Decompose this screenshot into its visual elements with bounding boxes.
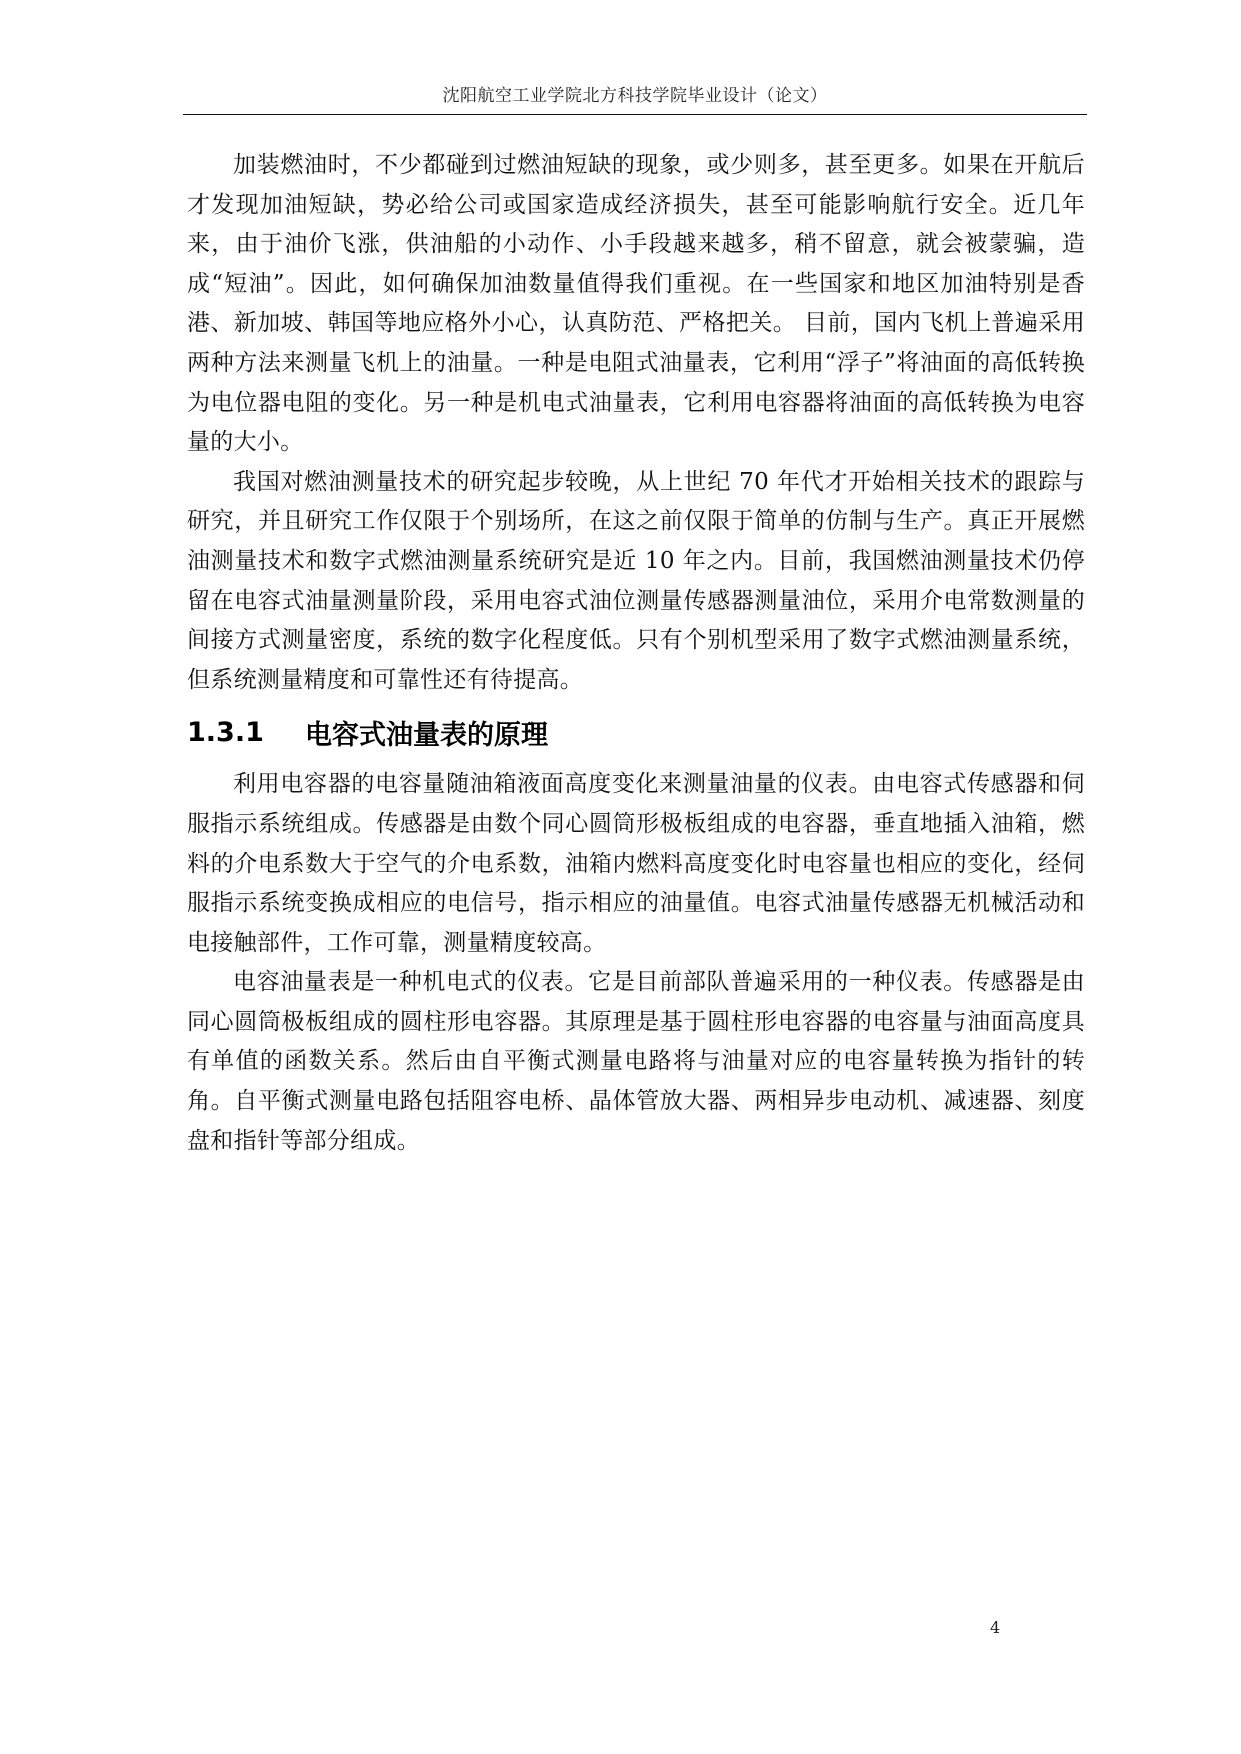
running-header: 沈阳航空工业学院北方科技学院毕业设计（论文） <box>442 86 828 106</box>
section-heading <box>187 703 1085 761</box>
paragraph-fuel-shortage: 加装燃油时，不少都碰到过燃油短缺的现象，或少则多，甚至更多。如果在开航后才发现加油短缺，势必给公司或国家造成经济损失，甚至可能影响航行安全。近几年来，由于油价飞涨，供油船的小动作、小手段越来越多，稍不留意，就会被蒙骗，造成“短油”。因此，如何确保加油数量值得我们重视。在一些国家和地区加油特别是香港、新加坡、韩国等地应格外小心，认真防范、严格把关。 目前，国内飞机上普遍采用两种方法来测量飞机上的油量。一种是电阻式油量表，它利用“浮子”将油面的高低转换为电位器电阻的变化。另一种是机电式油量表，它利用电容器将油面的高低转换为电容量的大小。 <box>187 152 1085 456</box>
header-rule <box>183 114 1087 115</box>
paragraph-capacitive-principle: 利用电容器的电容量随油箱液面高度变化来测量油量的仪表。由电容式传感器和伺服指示系统组成。传感器是由数个同心圆筒形极板组成的电容器，垂直地插入油箱，燃料的介电系数大于空气的介电系数，油箱内燃料高度变化时电容量也相应的变化，经伺服指示系统变换成相应的电信号，指示相应的油量值。电容式油量传感器无机械活动和电接触部件，工作可靠，测量精度较高。 <box>187 771 1085 956</box>
paragraph-domestic-research: 我国对燃油测量技术的研究起步较晚，从上世纪 70 年代才开始相关技术的跟踪与研究，并且研究工作仅限于个别场所，在这之前仅限于简单的仿制与生产。真正开展燃油测量技术和数字式燃油测量系统研究是近 10 年之内。目前，我国燃油测量技术仍停留在电容式油量测量阶段，采用电容式油位测量传感器测量油位，采用介电常数测量的间接方式测量密度，系统的数字化程度低。只有个别机型采用了数字式燃油测量系统，但系统测量精度和可靠性还有待提高。 <box>187 468 1085 693</box>
section-number: 1.3.1 <box>187 716 264 748</box>
body-text <box>187 146 1085 1161</box>
page-number: 4 <box>990 1618 1001 1637</box>
section-title: 电容式油量表的原理 <box>305 719 548 751</box>
paragraph-capacitive-gauge: 电容油量表是一种机电式的仪表。它是目前部队普遍采用的一种仪表。传感器是由同心圆筒极板组成的圆柱形电容器。其原理是基于圆柱形电容器的电容量与油面高度具有单值的函数关系。然后由自平衡式测量电路将与油量对应的电容量转换为指针的转角。自平衡式测量电路包括阻容电桥、晶体管放大器、两相异步电动机、减速器、刻度盘和指针等部分组成。 <box>187 969 1085 1154</box>
